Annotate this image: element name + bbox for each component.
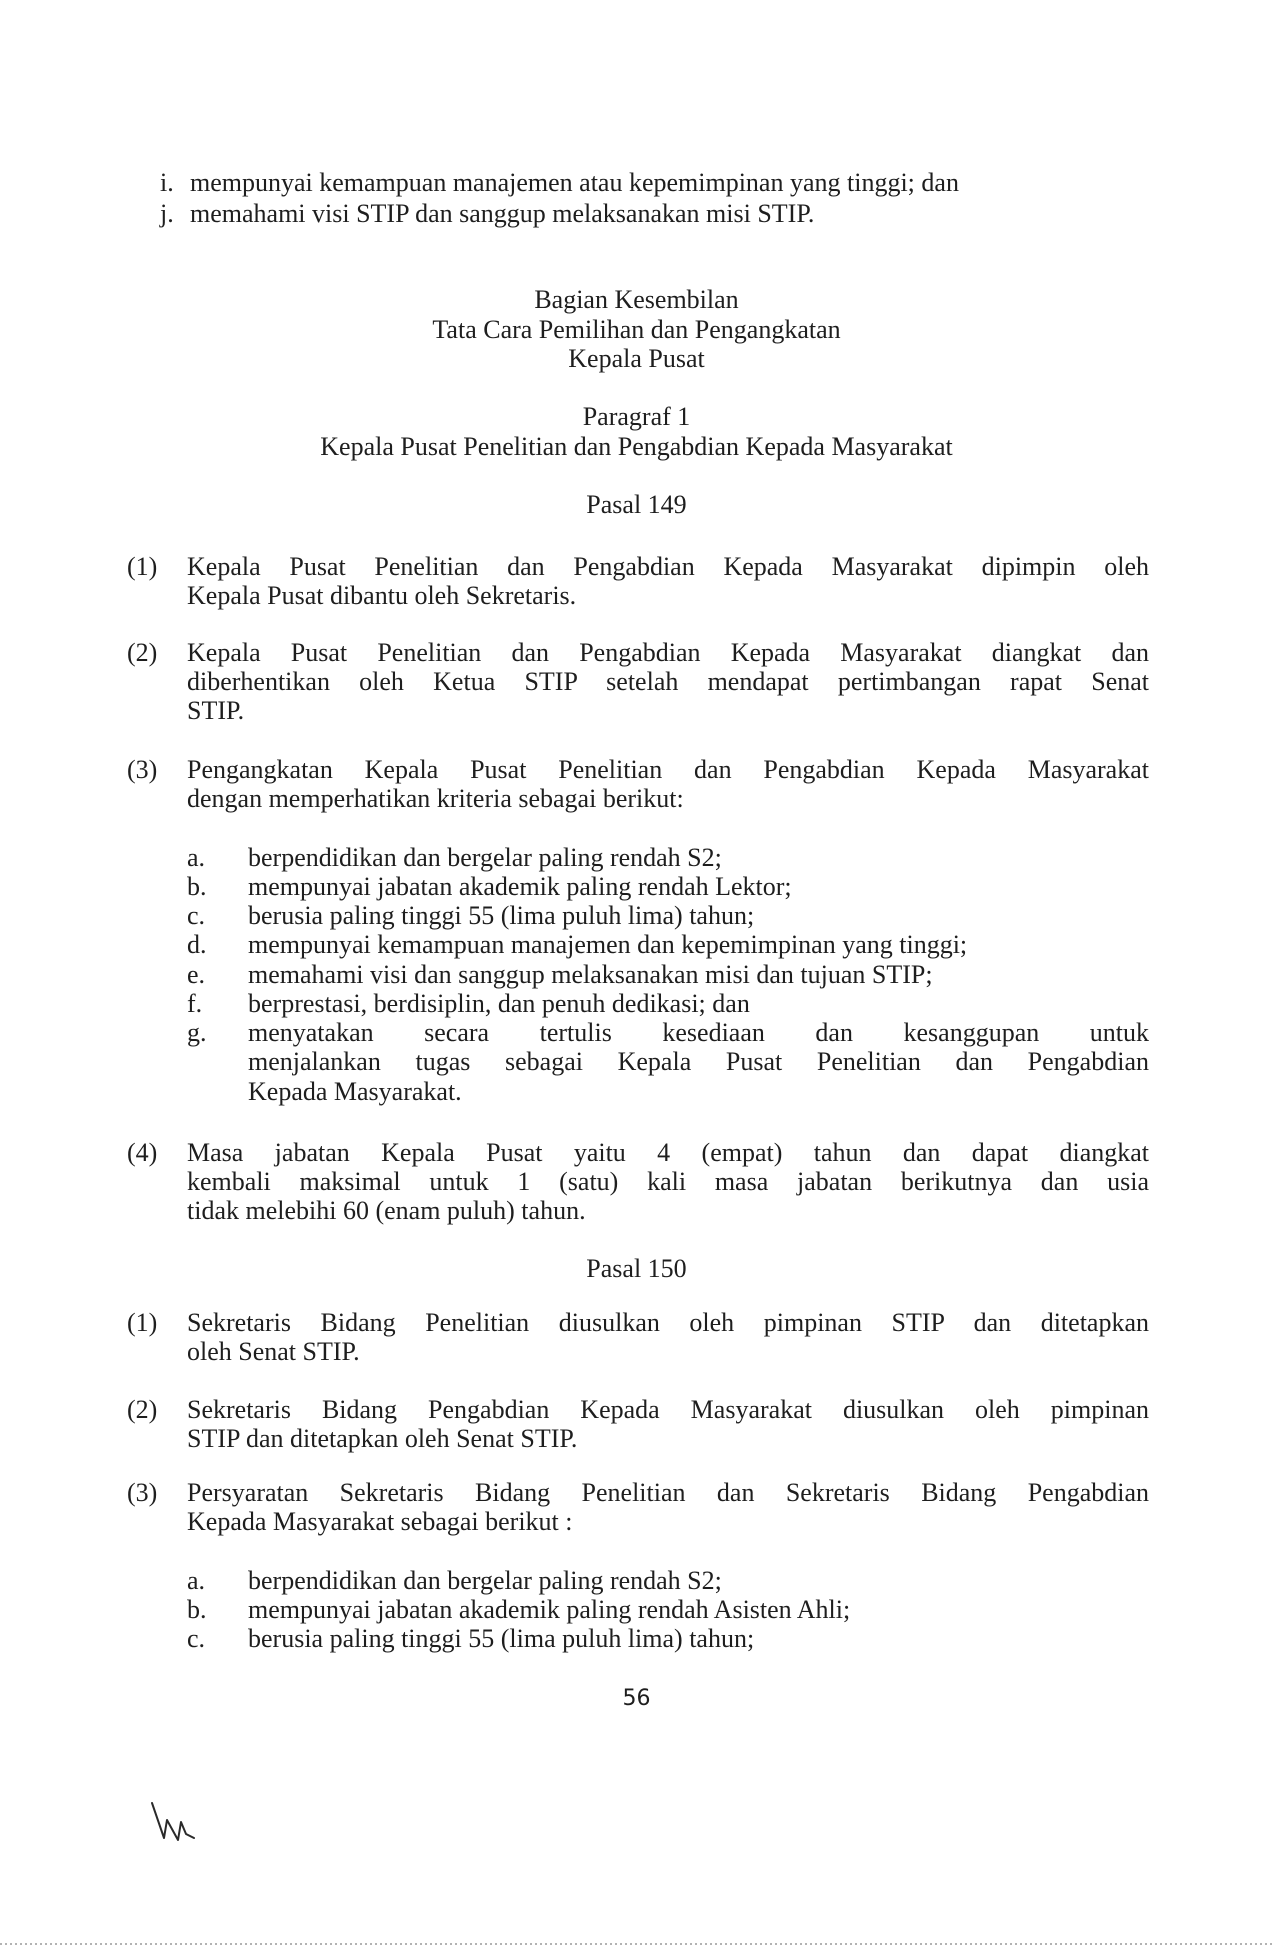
clause-text: Sekretaris Bidang Penelitian diusulkan oleh pimpinan STIP dan ditetapkan [187,1308,1149,1337]
requirement-marker: b. [187,1595,207,1624]
page-number: 56 [622,1686,651,1711]
criteria-item: berprestasi, berdisiplin, dan penuh dedikasi; dan [248,989,750,1018]
clause-text: Masa jabatan Kepala Pusat yaitu 4 (empat) tahun dan dapat diangkat [187,1138,1149,1167]
clause-text: Kepala Pusat Penelitian dan Pengabdian Kepada Masyarakat diangkat dan [187,638,1149,667]
clause-number: (1) [127,1308,158,1337]
handwritten-initial [150,1800,200,1850]
criteria-marker: c. [187,901,206,930]
clause-text: diberhentikan oleh Ketua STIP setelah mendapat pertimbangan rapat Senat [187,667,1149,696]
criteria-item: berpendidikan dan bergelar paling rendah S2; [248,843,722,872]
clause-text: STIP dan ditetapkan oleh Senat STIP. [187,1424,578,1453]
list-marker-i: i. [160,168,174,197]
criteria-item: menyatakan secara tertulis kesediaan dan kesanggupan untuk [248,1018,1149,1047]
criteria-item: Kepada Masyarakat. [248,1077,462,1106]
clause-text: Sekretaris Bidang Pengabdian Kepada Masyarakat diusulkan oleh pimpinan [187,1395,1149,1424]
requirement-item: berpendidikan dan bergelar paling rendah S2; [248,1566,722,1595]
list-item-j: memahami visi STIP dan sanggup melaksanakan misi STIP. [190,199,815,228]
clause-text: STIP. [187,696,245,725]
criteria-item: mempunyai jabatan akademik paling rendah Lektor; [248,872,792,901]
criteria-item: memahami visi dan sanggup melaksanakan misi dan tujuan STIP; [248,960,933,989]
list-item-i: mempunyai kemampuan manajemen atau kepemimpinan yang tinggi; dan [190,168,959,197]
clause-text: Kepala Pusat Penelitian dan Pengabdian Kepada Masyarakat dipimpin oleh [187,552,1149,581]
requirement-marker: c. [187,1624,206,1653]
section-subheading: Kepala Pusat [568,344,705,373]
criteria-item: mempunyai kemampuan manajemen dan kepemimpinan yang tinggi; [248,930,968,959]
requirement-item: berusia paling tinggi 55 (lima puluh lima) tahun; [248,1624,755,1653]
pasal-heading: Pasal 150 [586,1254,687,1283]
requirement-marker: a. [187,1566,206,1595]
clause-text: oleh Senat STIP. [187,1337,360,1366]
clause-number: (2) [127,638,158,667]
section-heading: Bagian Kesembilan [534,285,739,314]
requirement-item: mempunyai jabatan akademik paling rendah Asisten Ahli; [248,1595,851,1624]
criteria-item: menjalankan tugas sebagai Kepala Pusat Penelitian dan Pengabdian [248,1047,1149,1076]
clause-text: Kepala Pusat dibantu oleh Sekretaris. [187,581,577,610]
clause-number: (3) [127,755,158,784]
list-marker-j: j. [160,199,174,228]
clause-number: (4) [127,1138,158,1167]
criteria-marker: b. [187,872,207,901]
criteria-marker: d. [187,930,207,959]
clause-text: kembali maksimal untuk 1 (satu) kali masa jabatan berikutnya dan usia [187,1167,1149,1196]
section-subheading: Tata Cara Pemilihan dan Pengangkatan [432,315,841,344]
criteria-marker: f. [187,989,203,1018]
criteria-item: berusia paling tinggi 55 (lima puluh lima) tahun; [248,901,755,930]
criteria-marker: e. [187,960,206,989]
criteria-marker: g. [187,1018,207,1047]
clause-text: Persyaratan Sekretaris Bidang Penelitian dan Sekretaris Bidang Pengabdian [187,1478,1149,1507]
clause-text: Kepada Masyarakat sebagai berikut : [187,1507,573,1536]
scan-edge-line [0,1938,1273,1950]
clause-number: (1) [127,552,158,581]
paragraf-heading: Paragraf 1 [582,402,691,431]
paragraf-title: Kepala Pusat Penelitian dan Pengabdian Kepada Masyarakat [320,432,953,461]
clause-text: tidak melebihi 60 (enam puluh) tahun. [187,1196,586,1225]
criteria-marker: a. [187,843,206,872]
clause-number: (2) [127,1395,158,1424]
pasal-heading: Pasal 149 [586,490,687,519]
clause-text: Pengangkatan Kepala Pusat Penelitian dan Pengabdian Kepada Masyarakat [187,755,1149,784]
clause-number: (3) [127,1478,158,1507]
clause-text: dengan memperhatikan kriteria sebagai berikut: [187,784,684,813]
